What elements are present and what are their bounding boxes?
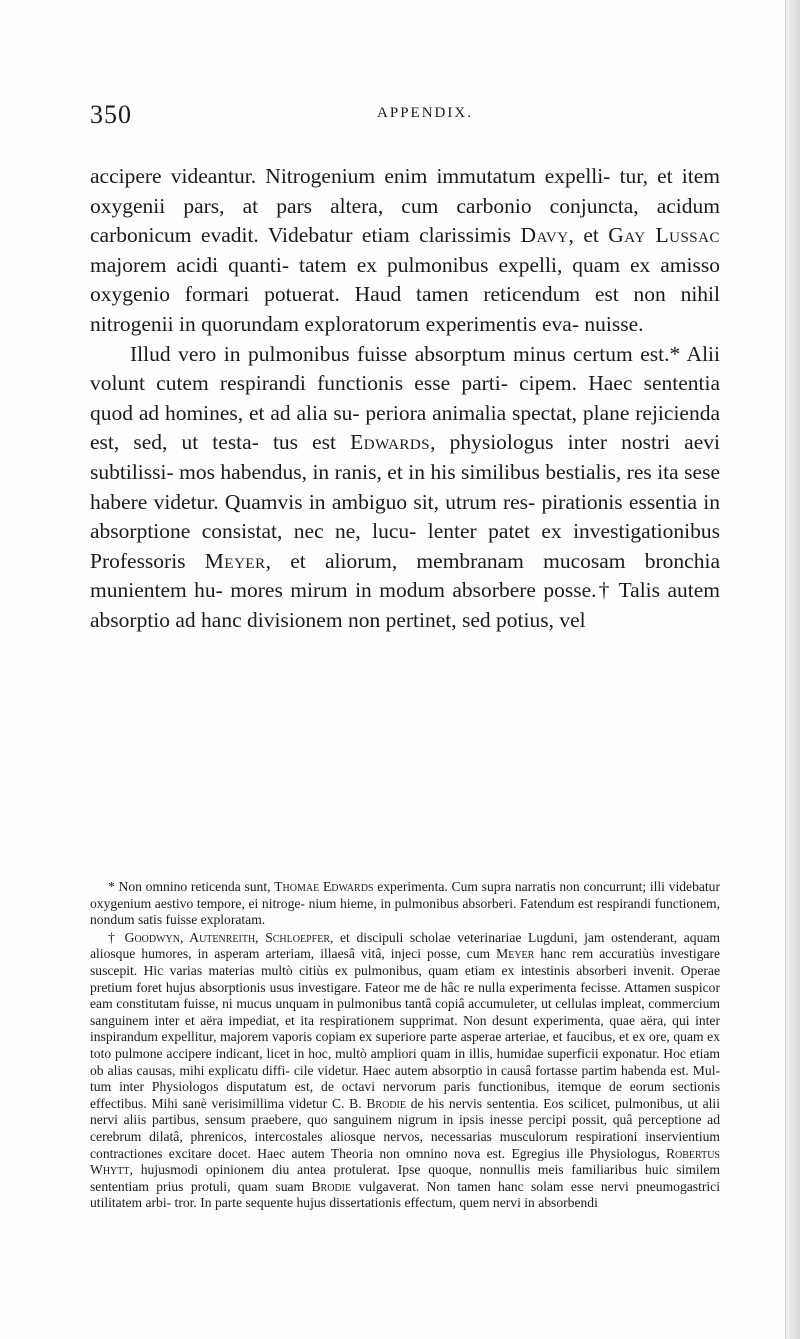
paragraph-1 xyxy=(90,162,720,340)
name-brodie: Brodie xyxy=(366,1095,406,1111)
name-brodie-2: Brodie xyxy=(311,1178,352,1194)
name-edwards: Edwards xyxy=(350,430,431,455)
text-run: majorem acidi quanti- tatem ex pulmonibus expelli, quam ex amisso oxygenio formari potuerat. Haud tamen reticendum est non nihil nitrogenii in quorundam exploratorum experimentis eva- nuisse. xyxy=(90,252,720,336)
running-head: APPENDIX. xyxy=(377,105,473,121)
name-meyer: Meyer xyxy=(204,548,266,573)
text-run: de his nervis sententia. Eos scilicet, pulmonibus, ut alii nervi aliis partibus, sensum praebere, quo sanguinem nigrum in ipsis inesse percipi possit, quâ perceptione ad cerebrum dilatâ, phrenicos, intercostales aliosque nervos, necessarias musculorum respirationi inservientium contractiones excitare docet. Haec autem Theoria non omnino nova est. Egregius ille Physiologus, xyxy=(90,1095,720,1161)
text-run: , et xyxy=(568,223,609,248)
paragraph-2 xyxy=(90,340,720,636)
main-text xyxy=(90,162,720,636)
text-run: Illud vero in pulmonibus fuisse absorptum minus certum est.* Alii volunt cutem respirandi functionis esse parti- cipem. Haec sententia quod ad homines, et ad alia su- periora animalia spectat, plane rejicienda est, sed, ut testa- tus est xyxy=(90,341,720,455)
text-run: * Non omnino reticenda sunt, xyxy=(108,879,275,894)
text-run: accipere videantur. Nitrogenium enim immutatum expelli- tur, et item oxygenii pars, at pars altera, cum carbonio conjuncta, acidum carbonicum evadit. Videbatur etiam clarissimis xyxy=(90,164,720,248)
text-run: hanc rem accuratiùs investigare suscepit. Hic varias materias multò citiùs ex pulmonibus, quam etiam ex intestinis absorberi invenit. Operae pretium foret hujus absorptionis usus investigare. Fateor me de hâc re nulla experimenta fecisse. Attamen suspicor eam constitutam fuisse, ni mucus unquam in pulmonibus tantâ copiâ accumuleter, ut cellulas impleat, commercium sanguinem inter et aëra impediat, et ita respirationem supprimat. Non desunt experimenta, quae aëra, qui inter inspirandum expellitur, majorem vaporis copiam ex superiore parte asperae arteriae, et faucibus, et ex ore, quam ex toto pulmone accipere indicant, licet in hoc, multò ampliori quam in illis, humidae superficii exponatur. Hoc etiam ob alias causas, mihi explicatu diffi- cile videtur. Haec autem absorptio in causâ fortasse partim habenda est. Mul- tum inter Physiologos disputatum est, de octavi nervorum paris functionibus, itemque de eorum sectionis effectibus. Mihi sanè verisimillima videtur C. B. xyxy=(90,946,720,1111)
page-number: 350 xyxy=(90,100,132,129)
footnote-2 xyxy=(90,930,720,1212)
name-davy: Davy xyxy=(520,223,569,248)
name-gay-lussac: Gay Lussac xyxy=(608,223,720,248)
footnote-1 xyxy=(90,879,720,929)
name-robertus-whytt: Robertus Whytt xyxy=(90,1145,720,1178)
page-header xyxy=(90,100,720,130)
name-thomae-edwards: Thomae Edwards xyxy=(274,879,374,894)
text-run: , physiologus inter nostri aevi subtilissi- mos habendus, in ranis, et in his similibus bestialis, res ita sese habere videtur. Quamvis in ambiguo sit, utrum res- pirationis essentia in absorptione consistat, nec ne, lucu- lenter patet ex investigationibus Professoris xyxy=(90,430,720,573)
text-run: , hujusmodi opinionem diu antea protulerat. Ipse quoque, nonnullis meis familiaribus huic similem sententiam prius protuli, quam suam xyxy=(90,1162,720,1194)
text-run: † xyxy=(108,929,125,945)
book-spine xyxy=(786,0,800,1339)
names-goodwyn-autenreith-schloepfer: Goodwyn, Autenreith, Schloepfer xyxy=(124,929,330,945)
text-run: vulgaverat. Non tamen hanc solam esse nervi pneumogastrici utilitatem arbi- tror. In parte sequente hujus dissertationis effectum, quem nervi in absorbendi xyxy=(90,1178,720,1211)
footnotes xyxy=(90,879,720,1213)
name-meyer-footnote: Meyer xyxy=(496,946,535,962)
text-run: , et discipuli scholae veterinariae Lugduni, jam ostenderant, aquam aliosque humores, in asperam arteriam, illaesâ vitâ, injeci posse, cum xyxy=(90,929,721,962)
text-run: , et aliorum, membranam mucosam bronchia munientem hu- mores mirum in modum absorbere posse.† Talis autem absorptio ad hanc divisionem non pertinet, sed potius, vel xyxy=(90,548,720,632)
text-run: experimenta. Cum supra narratis non concurrunt; illi videbatur oxygenium aestivo tempore, ei nitroge- nium hieme, in pulmonibus absorberi. Fatendum est respirandi functionem, nondum satis fuisse exploratam. xyxy=(90,879,720,928)
